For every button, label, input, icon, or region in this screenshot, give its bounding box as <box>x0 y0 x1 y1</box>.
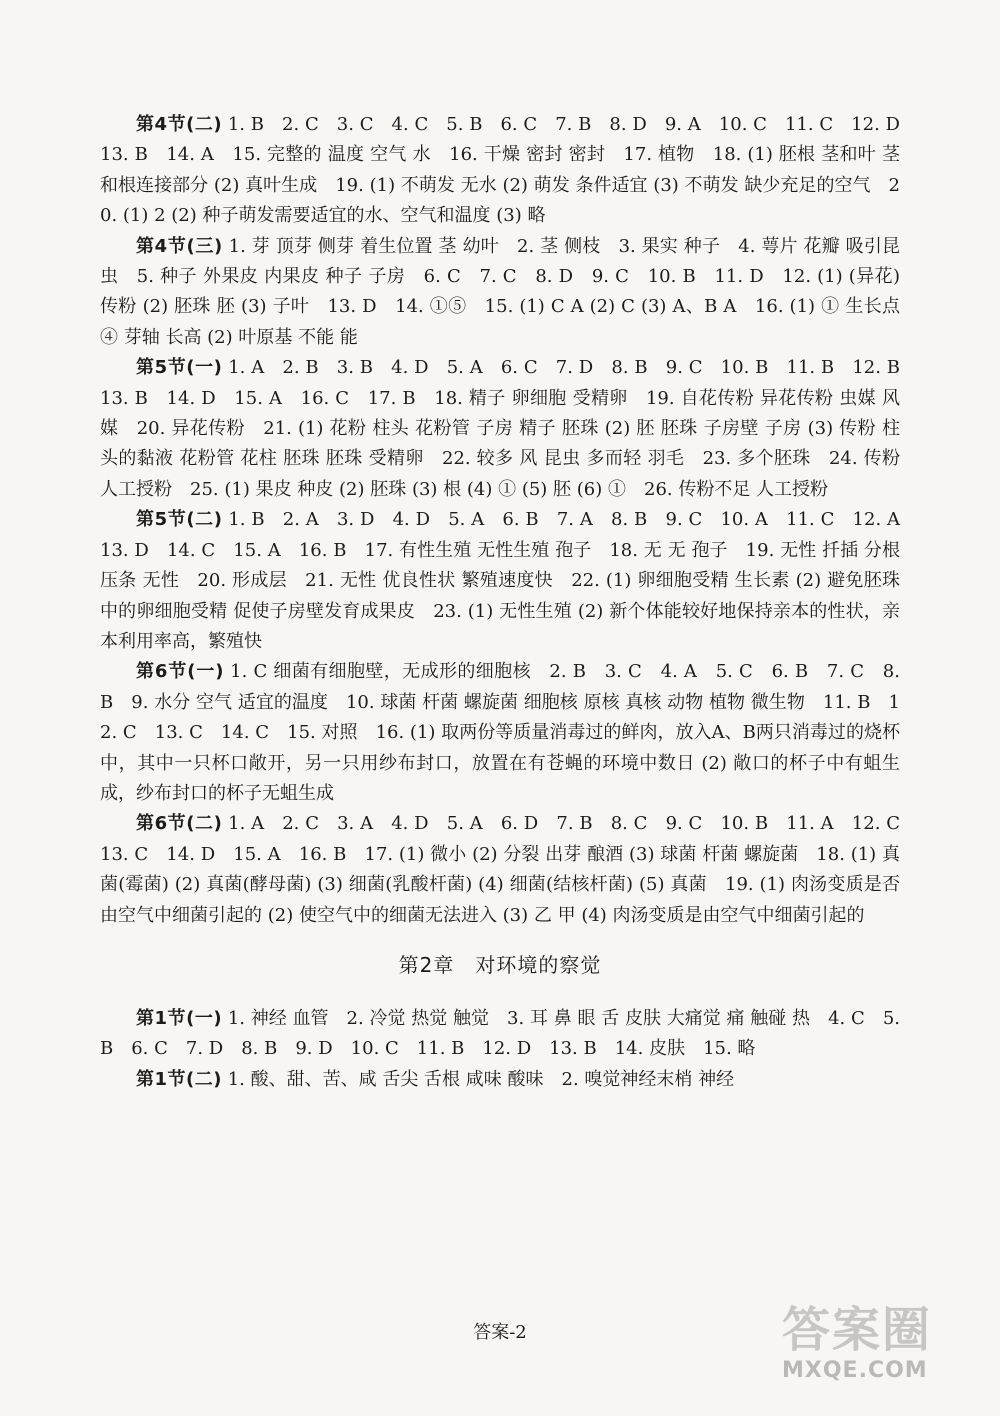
section-5-1 <box>100 353 918 505</box>
section-answers: 1. B 2. A 3. D 4. D 5. A 6. B 7. A 8. B 9. C 10. A 11. C 12. A 13. D 14. C 15. A 16. B 17. 有性生殖 无性生殖 孢子 18. 无 无 孢子 19. 无性 扦插 分根 压条 无性 20. 形成层 21. 无性 优良性状 繁殖速度快 22. (1) 卵细胞受精 生长素 (2) 避免胚珠中的卵细胞受精 促使子房壁发育成果皮 23. (1) 无性生殖 (2) 新个体能较好地保持亲本的性状，亲本利用率高，繁殖快 <box>100 509 918 652</box>
section-label: 第6节(二) <box>136 813 223 835</box>
section-4-3 <box>100 232 900 354</box>
section-answers: 1. B 2. C 3. C 4. C 5. B 6. C 7. B 8. D 9. A 10. C 11. C 12. D 13. B 14. A 15. 完整的 温度 空气 水 16. 干燥 密封 密封 17. 植物 18. (1) 胚根 茎和叶 茎和根连接部分 (2) 真叶生成 19. (1) 不萌发 无水 (2) 萌发 条件适宜 (3) 不萌发 缺少充足的空气 20. (1) 2 (2) 种子萌发需要适宜的水、空气和温度 (3) 略 <box>100 114 918 227</box>
section-answers: 1. A 2. B 3. B 4. D 5. A 6. C 7. D 8. B 9. C 10. B 11. B 12. B 13. B 14. D 15. A 16. C 17. B 18. 精子 卵细胞 受精卵 19. 自花传粉 异花传粉 虫媒 风媒 20. 异花传粉 21. (1) 花粉 柱头 花粉管 子房 精子 胚珠 (2) 胚 胚珠 子房壁 子房 (3) 传粉 柱头的黏液 花粉管 花柱 胚珠 胚珠 受精卵 22. 较多 风 昆虫 多而轻 羽毛 23. 多个胚珠 24. 传粉 人工授粉 25. (1) 果皮 种皮 (2) 胚珠 (3) 根 (4) ① (5) 胚 (6) ① 26. 传粉不足 人工授粉 <box>100 357 918 500</box>
section-4-2 <box>100 110 918 232</box>
answer-key-content <box>100 110 918 1095</box>
watermark-logo <box>782 1302 972 1402</box>
section-1-2 <box>100 1065 900 1095</box>
section-label: 第5节(二) <box>136 509 223 531</box>
section-answers: 1. 芽 顶芽 侧芽 着生位置 茎 幼叶 2. 茎 侧枝 3. 果实 种子 4. 萼片 花瓣 吸引昆虫 5. 种子 外果皮 内果皮 种子 子房 6. C 7. C 8. D 9. C 10. B 11. D 12. (1) (异花) 传粉 (2) 胚珠 胚 (3) 子叶 13. D 14. ①⑤ 15. (1) C A (2) C (3) A、B A 16. (1) ① 生长点 ④ 芽轴 长高 (2) 叶原基 不能 能 <box>100 235 900 348</box>
section-label: 第5节(一) <box>136 357 223 379</box>
section-answers: 1. C 细菌有细胞壁，无成形的细胞核 2. B 3. C 4. A 5. C 6. B 7. C 8. B 9. 水分 空气 适宜的温度 10. 球菌 杆菌 螺旋菌 细胞核 原核 真核 动物 植物 微生物 11. B 12. C 13. C 14. C 15. 对照 16. (1) 取两份等质量消毒过的鲜肉，放入A、B两只消毒过的烧杯中，其中一只杯口敞开，另一只用纱布封口，放置在有苍蝇的环境中数日 (2) 敞口的杯子中有蛆生成，纱布封口的杯子无蛆生成 <box>100 661 900 804</box>
section-5-2 <box>100 505 918 657</box>
section-answers: 1. 神经 血管 2. 冷觉 热觉 触觉 3. 耳 鼻 眼 舌 皮肤 大痛觉 痛 触碰 热 4. C 5. B 6. C 7. D 8. B 9. D 10. C 11. B 12. D 13. B 14. 皮肤 15. 略 <box>100 1007 900 1060</box>
section-label: 第1节(二) <box>136 1068 222 1090</box>
section-answers: 1. 酸、甜、苦、咸 舌尖 舌根 咸味 酸味 2. 嗅觉神经末梢 神经 <box>227 1068 735 1090</box>
section-answers: 1. A 2. C 3. A 4. D 5. A 6. D 7. B 8. C 9. C 10. B 11. A 12. C 13. C 14. D 15. A 16. B 17. (1) 微小 (2) 分裂 出芽 酿酒 (3) 球菌 杆菌 螺旋菌 18. (1) 真菌(霉菌) (2) 真菌(酵母菌) (3) 细菌(乳酸杆菌) (4) 细菌(结核杆菌) (5) 真菌 19. (1) 肉汤变质是否由空气中细菌引起的 (2) 使空气中的细菌无法进入 (3) 乙 甲 (4) 肉汤变质是由空气中细菌引起的 <box>100 813 918 926</box>
section-label: 第6节(一) <box>136 661 224 683</box>
page-number: 答案-2 <box>473 1322 527 1343</box>
section-label: 第4节(二) <box>136 114 223 135</box>
chapter-title: 第2章 对环境的察觉 <box>398 952 602 977</box>
section-label: 第4节(三) <box>136 235 223 257</box>
section-1-1 <box>100 1004 900 1065</box>
watermark-url: MXQE.COM <box>782 1358 928 1383</box>
watermark-text: 答案圈 <box>782 1302 933 1358</box>
section-6-1 <box>100 657 900 809</box>
section-6-2 <box>100 809 918 931</box>
section-label: 第1节(一) <box>136 1007 223 1029</box>
